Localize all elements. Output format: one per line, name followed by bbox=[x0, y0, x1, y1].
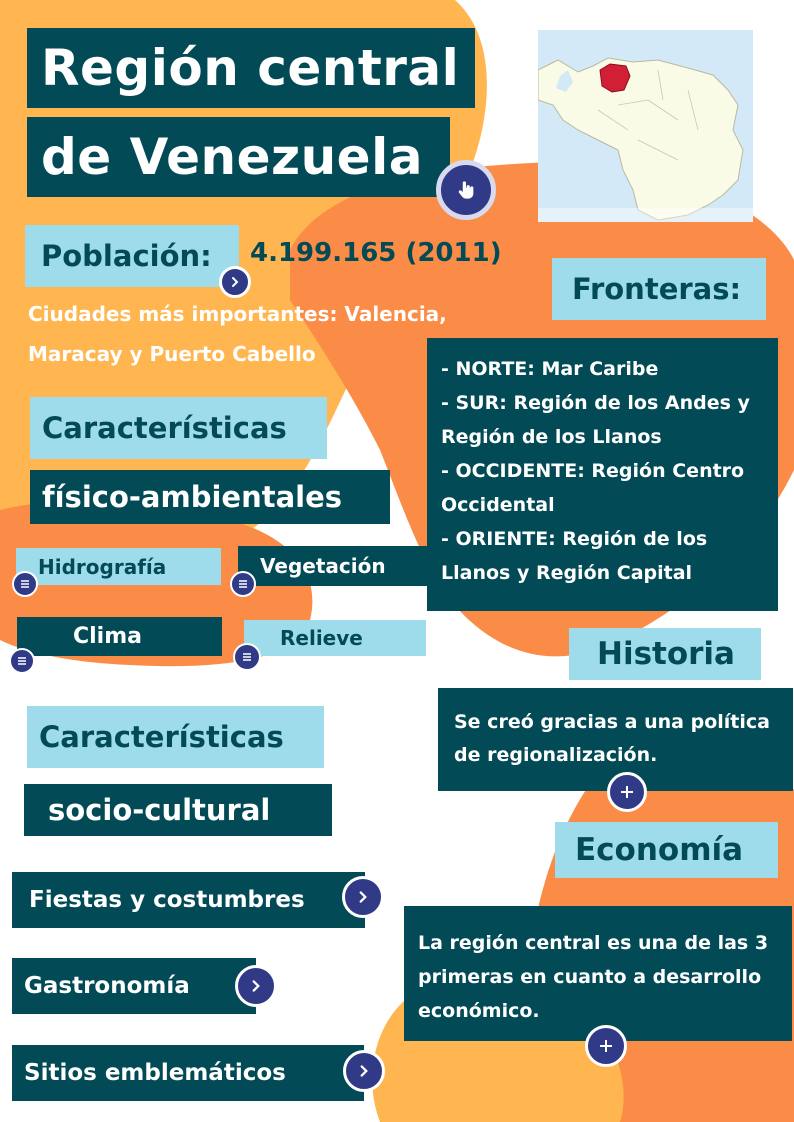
hidrografia-box[interactable] bbox=[16, 548, 221, 585]
fisico-title-line-1: Características bbox=[42, 411, 287, 445]
economia-label-box bbox=[555, 822, 778, 878]
vegetacion-menu-button[interactable] bbox=[230, 571, 256, 597]
venezuela-map bbox=[538, 30, 753, 222]
fisico-title-line-2: físico-ambientales bbox=[42, 480, 343, 514]
historia-line-1: Se creó gracias a una política bbox=[454, 711, 770, 733]
gastronomia-go-button[interactable] bbox=[235, 965, 277, 1007]
plus-icon bbox=[620, 785, 634, 799]
chevron-right-icon bbox=[356, 1063, 372, 1079]
economia-line-3: económico. bbox=[418, 1000, 540, 1022]
economia-label: Economía bbox=[575, 832, 744, 868]
fronteras-line-7: Llanos y Región Capital bbox=[441, 562, 693, 584]
chevron-right-icon bbox=[228, 275, 242, 289]
fronteras-label: Fronteras: bbox=[572, 272, 742, 306]
plus-icon bbox=[599, 1039, 613, 1053]
menu-icon bbox=[17, 656, 27, 666]
poblacion-expand-button[interactable] bbox=[219, 266, 251, 298]
ciudades-line-2: Maracay y Puerto Cabello bbox=[28, 342, 316, 366]
fiestas-box[interactable] bbox=[12, 872, 365, 928]
fronteras-line-5: Occidental bbox=[441, 494, 555, 516]
socio-title-line-1: Características bbox=[39, 720, 284, 754]
fronteras-line-4: - OCCIDENTE: Región Centro bbox=[441, 460, 745, 482]
sitios-box[interactable] bbox=[12, 1045, 364, 1101]
poblacion-label-box bbox=[25, 225, 239, 287]
tap-button[interactable] bbox=[436, 160, 496, 220]
menu-icon bbox=[238, 579, 248, 589]
hand-pointer-icon bbox=[453, 177, 479, 203]
fisico-title-box-1 bbox=[30, 397, 327, 459]
gastronomia-label: Gastronomía bbox=[24, 973, 190, 999]
hidrografia-label: Hidrografía bbox=[38, 554, 167, 579]
gastronomia-box[interactable] bbox=[12, 958, 256, 1014]
menu-icon bbox=[20, 579, 30, 589]
socio-title-box-2 bbox=[24, 784, 332, 836]
fronteras-line-1: - NORTE: Mar Caribe bbox=[441, 358, 659, 380]
title-line-1 bbox=[27, 28, 475, 108]
hidrografia-menu-button[interactable] bbox=[12, 571, 38, 597]
ciudades-line-1: Ciudades más importantes: Valencia, bbox=[28, 302, 447, 326]
historia-line-2: de regionalización. bbox=[454, 744, 658, 766]
economia-line-2: primeras en cuanto a desarrollo bbox=[418, 966, 762, 988]
economia-panel bbox=[404, 906, 792, 1041]
menu-icon bbox=[242, 652, 252, 662]
map-graphic bbox=[538, 30, 753, 222]
chevron-right-icon bbox=[248, 978, 264, 994]
fronteras-label-box bbox=[552, 258, 766, 320]
relieve-menu-button[interactable] bbox=[233, 643, 261, 671]
sitios-go-button[interactable] bbox=[343, 1050, 385, 1092]
socio-title-box-1 bbox=[27, 706, 324, 768]
poblacion-label: Población: bbox=[41, 239, 212, 273]
title-line-2 bbox=[27, 117, 450, 197]
historia-expand-button[interactable] bbox=[607, 772, 647, 812]
relieve-label: Relieve bbox=[280, 626, 363, 650]
fisico-title-box-2 bbox=[30, 470, 390, 524]
vegetacion-label: Vegetación bbox=[260, 554, 386, 578]
fronteras-line-2: - SUR: Región de los Andes y bbox=[441, 392, 750, 414]
fiestas-label: Fiestas y costumbres bbox=[29, 887, 305, 913]
clima-box[interactable] bbox=[17, 617, 222, 656]
title-text-2: de Venezuela bbox=[41, 128, 423, 186]
historia-label-box bbox=[569, 628, 761, 680]
relieve-box[interactable] bbox=[244, 620, 426, 656]
economia-expand-button[interactable] bbox=[585, 1025, 627, 1067]
poblacion-value: 4.199.165 (2011) bbox=[250, 238, 502, 268]
fronteras-panel bbox=[427, 338, 778, 611]
chevron-right-icon bbox=[355, 889, 371, 905]
sitios-label: Sitios emblemáticos bbox=[24, 1060, 286, 1086]
socio-title-line-2: socio-cultural bbox=[48, 793, 271, 827]
title-text-1: Región central bbox=[41, 39, 460, 97]
fronteras-line-3: Región de los Llanos bbox=[441, 426, 662, 448]
economia-line-1: La región central es una de las 3 bbox=[418, 932, 769, 954]
historia-label: Historia bbox=[597, 636, 735, 672]
vegetacion-box[interactable] bbox=[238, 546, 428, 586]
clima-label: Clima bbox=[73, 624, 142, 649]
clima-menu-button[interactable] bbox=[9, 648, 35, 674]
fronteras-line-6: - ORIENTE: Región de los bbox=[441, 528, 708, 550]
fiestas-go-button[interactable] bbox=[342, 876, 384, 918]
